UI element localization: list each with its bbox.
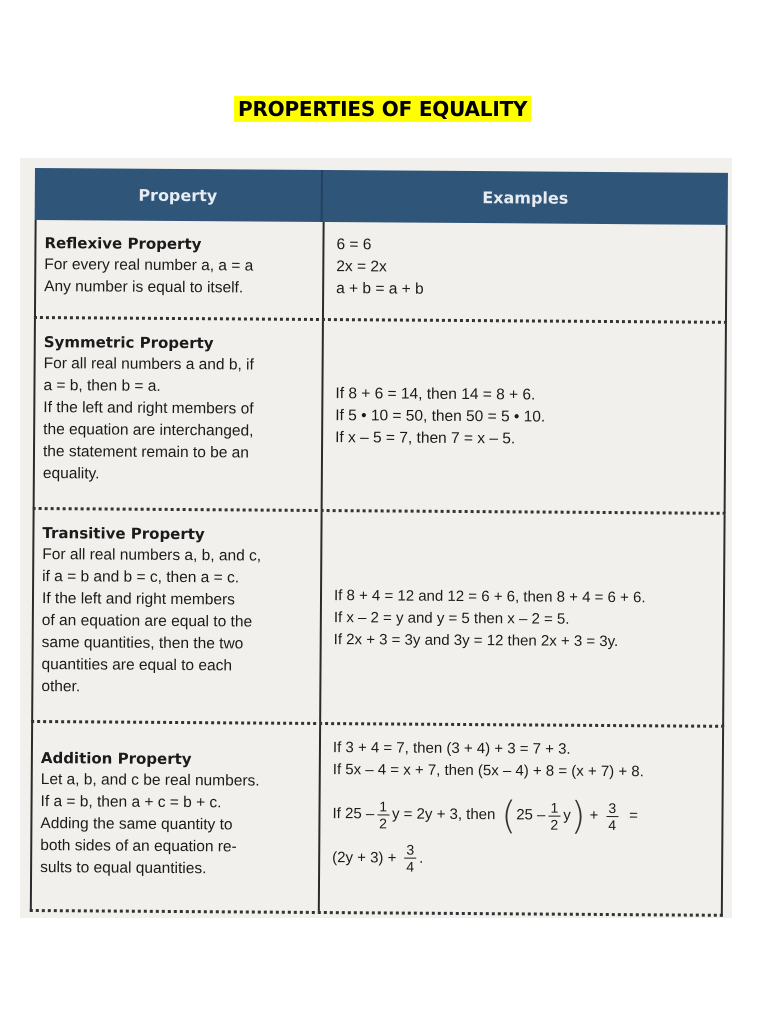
fraction-text: y = 2y + 3, then [391, 805, 496, 824]
example-line: If 2x + 3 = 3y and 3y = 12 then 2x + 3 = 3y. [333, 631, 619, 651]
property-desc-line: Adding the same quantity to [40, 815, 233, 834]
example-line: 6 = 6 [336, 236, 372, 254]
fraction-example [332, 795, 709, 836]
examples-cell [323, 321, 725, 512]
property-desc-line: sults to equal quantities. [40, 859, 207, 878]
property-name: Addition Property [40, 749, 192, 769]
fraction-text: If 25 – [332, 805, 375, 823]
property-cell [36, 220, 325, 318]
fraction-text: + [589, 806, 599, 824]
fraction [404, 842, 416, 875]
table-row [33, 319, 727, 515]
property-desc-line: If a = b, then a + c = b + c. [40, 793, 222, 812]
example-line: If x – 5 = 7, then 7 = x – 5. [335, 429, 516, 448]
fraction-text: (2y + 3) + [332, 848, 397, 867]
property-desc-line: Any number is equal to itself. [44, 278, 244, 297]
fraction-numerator: 3 [404, 842, 416, 859]
example-line: If 8 + 4 = 12 and 12 = 6 + 6, then 8 + 4 = 6 + 6. [333, 587, 646, 607]
property-desc-line: same quantities, then the two [41, 634, 244, 653]
property-desc-line: For every real number a, a = a [44, 256, 254, 275]
header-examples: Examples [482, 187, 569, 208]
property-desc-line: If the left and right members of [43, 399, 254, 418]
examples-cell [321, 512, 723, 725]
fraction-denominator: 4 [608, 816, 617, 833]
examples-cell [324, 222, 726, 321]
property-desc-line: For all real numbers a and b, if [43, 355, 254, 374]
fraction-text: . [419, 849, 424, 867]
fraction-text: y [563, 806, 571, 824]
property-desc-line: the statement remain to be an [42, 443, 250, 462]
table-header [35, 168, 728, 225]
fraction-denominator: 2 [379, 814, 387, 831]
fraction-denominator: 4 [406, 858, 415, 875]
fraction-text: = [629, 807, 638, 825]
example-line: If 3 + 4 = 7, then (3 + 4) + 3 = 7 + 3. [332, 739, 571, 758]
property-cell [35, 319, 324, 509]
header-property: Property [35, 168, 323, 222]
fraction-denominator: 2 [550, 816, 559, 833]
fraction-numerator: 1 [377, 798, 389, 815]
properties-table [30, 168, 728, 917]
left-paren-icon: ( [501, 793, 517, 838]
property-desc-line: if a = b and b = c, then a = c. [42, 568, 240, 587]
right-paren-icon: ) [570, 793, 586, 838]
example-line: If 5x – 4 = x + 7, then (5x – 4) + 8 = (x + 7) + 8. [332, 761, 644, 781]
example-line: If x – 2 = y and y = 5 then x – 2 = 5. [333, 609, 570, 628]
property-desc-line: For all real numbers a, b, and c, [42, 546, 262, 565]
page-title: PROPERTIES OF EQUALITY [234, 96, 531, 122]
property-desc-line: If the left and right members [41, 590, 236, 609]
fraction-example-continued [332, 841, 709, 877]
property-desc-line: the equation are interchanged, [43, 421, 254, 440]
example-line: If 5 • 10 = 50, then 50 = 5 • 10. [335, 407, 546, 426]
property-name: Reflexive Property [44, 234, 202, 254]
property-name: Transitive Property [42, 524, 205, 544]
property-desc-line: other. [41, 678, 81, 696]
property-desc-line: Let a, b, and c be real numbers. [40, 771, 260, 790]
example-line: a + b = a + b [336, 280, 424, 298]
property-desc-line: of an equation are equal to the [41, 612, 253, 631]
examples-cell [320, 725, 722, 914]
fraction-text: 25 – [516, 806, 546, 824]
fraction-numerator: 3 [606, 800, 618, 817]
example-line: If 8 + 6 = 14, then 14 = 8 + 6. [335, 385, 536, 404]
example-line: 2x = 2x [336, 258, 387, 276]
property-desc-line: both sides of an equation re- [40, 837, 237, 856]
property-cell [32, 723, 321, 911]
fraction-numerator: 1 [548, 799, 560, 816]
table-row [34, 220, 728, 324]
table-row [31, 510, 725, 728]
fraction [377, 798, 389, 831]
fraction [548, 799, 560, 832]
property-name: Symmetric Property [43, 333, 214, 353]
fraction [606, 800, 618, 833]
table-row [30, 723, 724, 917]
property-desc-line: equality. [42, 465, 100, 483]
property-desc-line: quantities are equal to each [41, 656, 233, 675]
property-desc-line: a = b, then b = a. [43, 377, 161, 395]
property-cell [33, 510, 322, 722]
